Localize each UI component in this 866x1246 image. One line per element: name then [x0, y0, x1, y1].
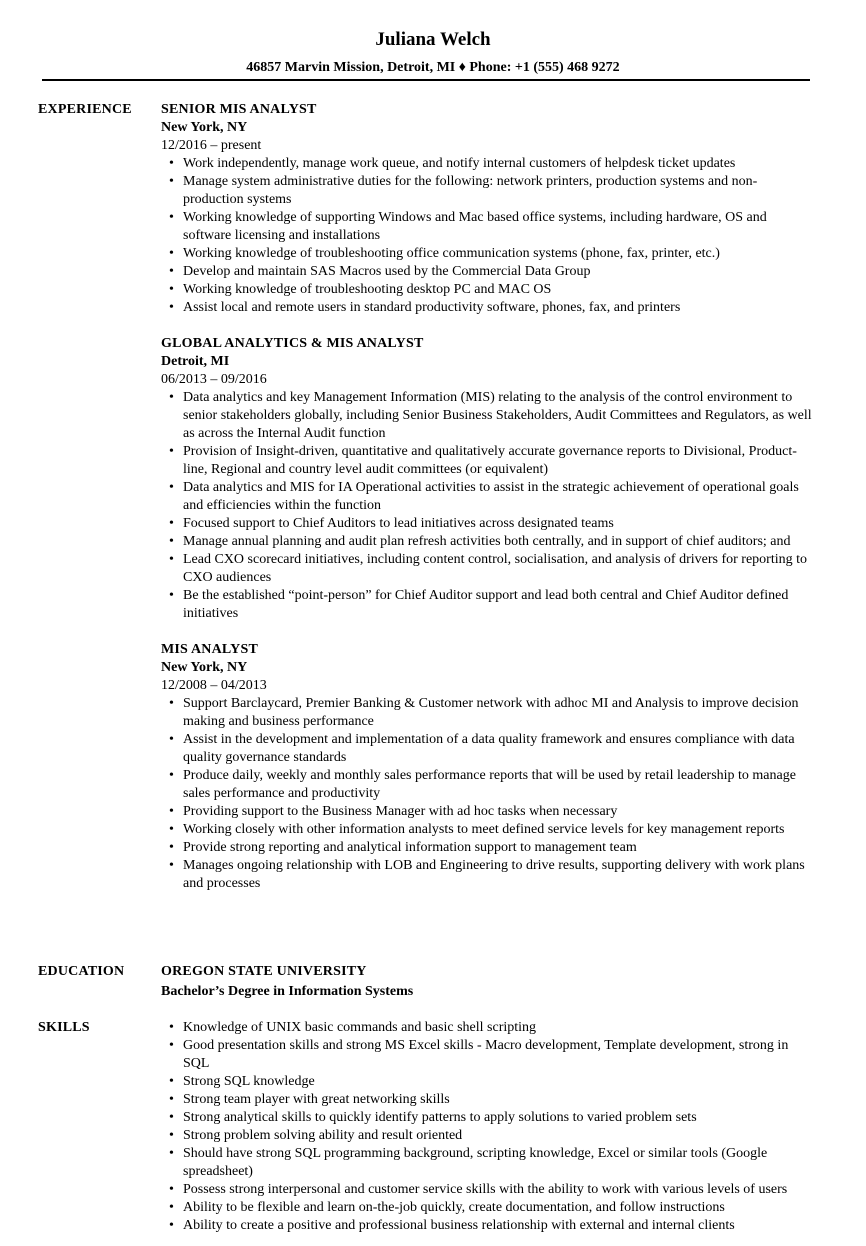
job-title: MIS ANALYST: [161, 642, 258, 657]
skill-item: • Ability to be flexible and learn on-the-job quickly, create documentation, and follow instructions: [161, 1199, 814, 1217]
experience-list: [161, 101, 814, 911]
duty-item: • Assist in the development and implementation of a data quality framework and ensures compliance with data quality governance standards: [161, 731, 814, 767]
duty-item: • Manage annual planning and audit plan refresh activities both centrally, and in support of chief auditors; and: [161, 533, 814, 551]
duty-item: • Produce daily, weekly and monthly sales performance reports that will be used by retail leadership to manage sales performance and productivity: [161, 767, 814, 803]
skill-item: • Good presentation skills and strong MS Excel skills - Macro development, Template development, strong in SQL: [161, 1037, 814, 1073]
duty-item: • Assist local and remote users in standard productivity software, phones, fax, and printers: [161, 299, 814, 317]
contact-line: 46857 Marvin Mission, Detroit, MI ♦ Phone: +1 (555) 468 9272: [246, 60, 620, 75]
duty-item: • Support Barclaycard, Premier Banking & Customer network with adhoc MI and Analysis to improve decision making and business performance: [161, 695, 814, 731]
job-title: GLOBAL ANALYTICS & MIS ANALYST: [161, 336, 424, 351]
skills-label: SKILLS: [38, 1020, 90, 1035]
job-title: SENIOR MIS ANALYST: [161, 102, 317, 117]
duty-item: • Providing support to the Business Manager with ad hoc tasks when necessary: [161, 803, 814, 821]
job-dates: 12/2008 – 04/2013: [161, 678, 267, 693]
duty-item: • Be the established “point-person” for Chief Auditor support and lead both central and Chief Auditor defined initiatives: [161, 587, 814, 623]
duty-item: • Data analytics and key Management Information (MIS) relating to the analysis of the control environment to senior stakeholders globally, including Senior Business Stakeholders, Audit Committees and Regulators, as well as across the Internal Audit function: [161, 389, 814, 443]
job-entry: [161, 335, 814, 623]
job-dates: 06/2013 – 09/2016: [161, 372, 267, 387]
duty-item: • Manages ongoing relationship with LOB and Engineering to drive results, supporting delivery with work plans and processes: [161, 857, 814, 893]
duty-item: • Develop and maintain SAS Macros used by the Commercial Data Group: [161, 263, 814, 281]
duty-item: • Provide strong reporting and analytical information support to management team: [161, 839, 814, 857]
job-duties: [161, 155, 814, 317]
skill-item: • Strong team player with great networking skills: [161, 1091, 814, 1109]
job-location: New York, NY: [161, 660, 248, 675]
header-divider: [42, 79, 810, 81]
duty-item: • Working knowledge of troubleshooting desktop PC and MAC OS: [161, 281, 814, 299]
education-label: EDUCATION: [38, 964, 125, 979]
job-duties: [161, 695, 814, 893]
degree-name: Bachelor’s Degree in Information Systems: [161, 984, 414, 999]
skill-item: • Possess strong interpersonal and customer service skills with the ability to work with various levels of users: [161, 1181, 814, 1199]
duty-item: • Work independently, manage work queue, and notify internal customers of helpdesk ticket updates: [161, 155, 814, 173]
job-location: Detroit, MI: [161, 354, 230, 369]
duty-item: • Data analytics and MIS for IA Operational activities to assist in the strategic achievement of operational goals and efficiencies within the function: [161, 479, 814, 515]
job-location: New York, NY: [161, 120, 248, 135]
duty-item: • Focused support to Chief Auditors to lead initiatives across designated teams: [161, 515, 814, 533]
education-body: [161, 963, 814, 1001]
job-dates: 12/2016 – present: [161, 138, 262, 153]
duty-item: • Working knowledge of supporting Windows and Mac based office systems, including hardware, OS and software licensing and installations: [161, 209, 814, 245]
job-entry: [161, 641, 814, 893]
duty-item: • Manage system administrative duties for the following: network printers, production systems and non-production systems: [161, 173, 814, 209]
skill-item: • Should have strong SQL programming background, scripting knowledge, Excel or similar tools (Google spreadsheet): [161, 1145, 814, 1181]
duty-item: • Working knowledge of troubleshooting office communication systems (phone, fax, printer, etc.): [161, 245, 814, 263]
skills-list: [161, 1019, 814, 1235]
job-duties: [161, 389, 814, 623]
skill-item: • Knowledge of UNIX basic commands and basic shell scripting: [161, 1019, 814, 1037]
skills-body: [161, 1019, 814, 1235]
duty-item: • Lead CXO scorecard initiatives, including content control, socialisation, and analysis of drivers for reporting to CXO audiences: [161, 551, 814, 587]
experience-label: EXPERIENCE: [38, 102, 132, 117]
resume-header: [0, 0, 866, 77]
school-name: OREGON STATE UNIVERSITY: [161, 964, 367, 979]
duty-item: • Working closely with other information analysts to meet defined service levels for key management reports: [161, 821, 814, 839]
skill-item: • Strong problem solving ability and result oriented: [161, 1127, 814, 1145]
candidate-name: Juliana Welch: [375, 29, 491, 50]
skill-item: • Strong SQL knowledge: [161, 1073, 814, 1091]
skill-item: • Ability to create a positive and professional business relationship with external and internal clients: [161, 1217, 814, 1235]
skill-item: • Strong analytical skills to quickly identify patterns to apply solutions to varied problem sets: [161, 1109, 814, 1127]
job-entry: [161, 101, 814, 317]
duty-item: • Provision of Insight-driven, quantitative and qualitatively accurate governance reports to Divisional, Product-line, Regional and country level audit committees (or equivalent): [161, 443, 814, 479]
